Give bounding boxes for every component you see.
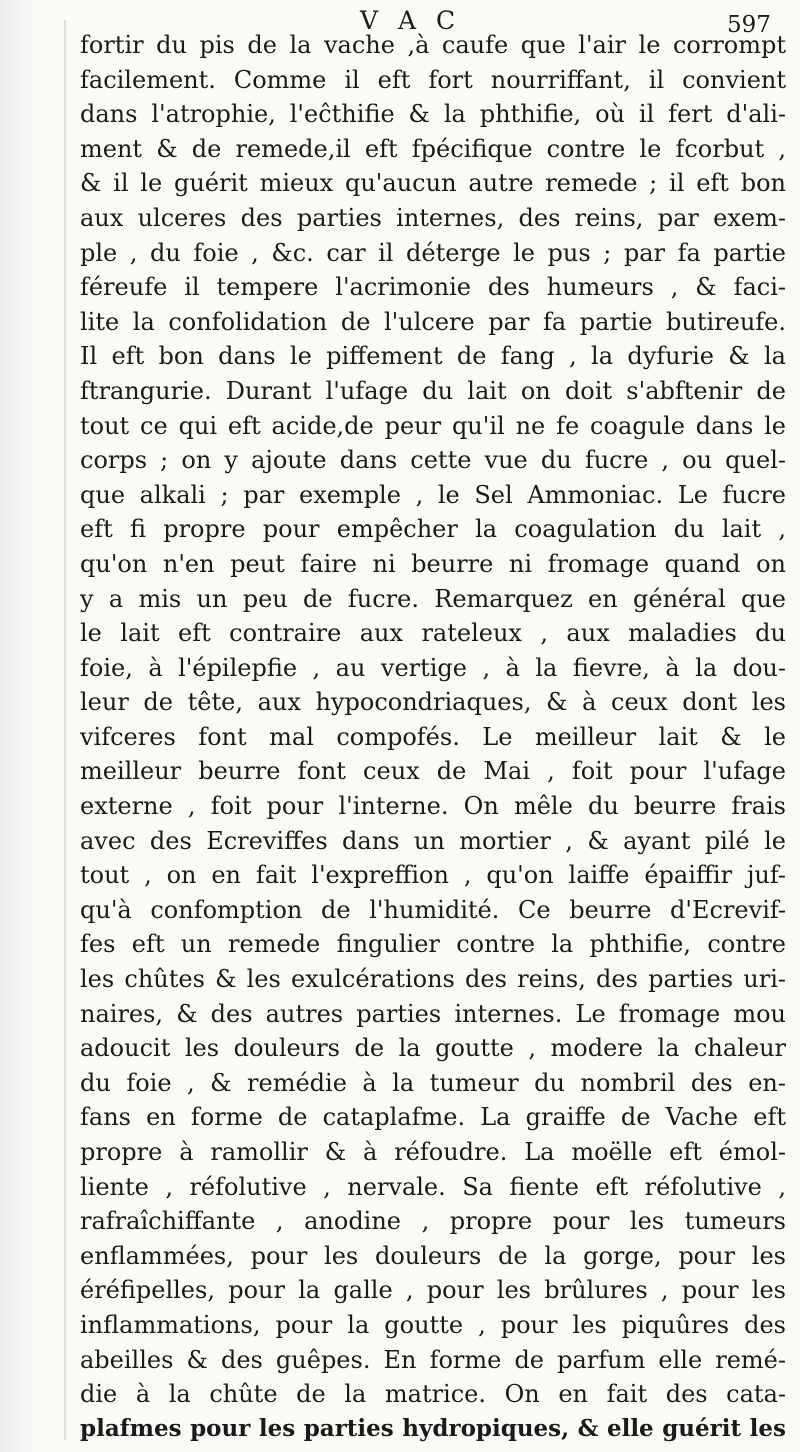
text-line: corps ; on y ajoute dans cette vue du fucre , ou quel-	[80, 446, 786, 475]
text-line: ment & de remede,il eft fpécifique contre le fcorbut ,	[80, 134, 786, 163]
text-line: externe , foit pour l'interne. On mêle du beurre frais	[80, 792, 786, 821]
binding-shadow	[0, 0, 48, 1452]
page-number: 597	[727, 12, 771, 38]
text-line: inflammations, pour la goutte , pour les piquûres des	[80, 1310, 786, 1339]
text-line: fans en forme de cataplafme. La graiffe de Vache eft	[80, 1103, 786, 1132]
text-line: adoucit les douleurs de la goutte , modere la chaleur	[80, 1034, 786, 1063]
text-line: eft fi propre pour empêcher la coagulation du lait ,	[80, 515, 786, 544]
text-line: propre à ramollir & à réfoudre. La moëlle eft émol-	[80, 1138, 786, 1166]
text-line: & il le guérit mieux qu'aucun autre remede ; il eft bon	[80, 169, 786, 198]
text-line: fes eft un remede fingulier contre la phthifie, contre	[80, 930, 786, 959]
text-line: que alkali ; par exemple , le Sel Ammoniac. Le fucre	[80, 480, 786, 509]
text-line: le lait eft contraire aux rateleux , aux maladies du	[80, 619, 786, 648]
text-line: qu'à confomption de l'humidité. Ce beurre d'Ecrevif-	[80, 895, 786, 924]
text-line: féreufe il tempere l'acrimonie des humeurs , & faci-	[80, 273, 786, 302]
margin-rule	[64, 20, 66, 1440]
text-line: les chûtes & les exulcérations des reins, des parties uri-	[80, 965, 786, 994]
text-line: aux ulceres des parties internes, des reins, par exem-	[80, 203, 786, 232]
body-text	[80, 28, 786, 1446]
text-line: y a mis un peu de fucre. Remarquez en général que	[80, 584, 786, 613]
text-line: abeilles & des guêpes. En forme de parfum elle remé-	[80, 1345, 786, 1374]
running-head: V A C	[360, 6, 462, 35]
text-line: foie, à l'épilepfie , au vertige , à la fievre, à la dou-	[80, 653, 786, 682]
text-line: ftrangurie. Durant l'ufage du lait on doit s'abftenir de	[80, 376, 786, 405]
text-line: ple , du foie , &c. car il déterge le pus ; par fa partie	[80, 238, 786, 267]
text-line: plafmes pour les parties hydropiques, & elle guérit les	[80, 1414, 786, 1442]
text-line: tout ce qui eft acide,de peur qu'il ne fe coagule dans le	[80, 411, 786, 440]
text-line: naires, & des autres parties internes. Le fromage mou	[80, 999, 786, 1028]
text-line: enflammées, pour les douleurs de la gorge, pour les	[80, 1241, 786, 1270]
text-line: die à la chûte de la matrice. On en fait des cata-	[80, 1380, 786, 1409]
text-line: rafraîchiffante , anodine , propre pour les tumeurs	[80, 1207, 786, 1236]
text-line: lite la confolidation de l'ulcere par fa partie butireufe.	[80, 307, 786, 336]
text-line: tout , on en fait l'expreffion , qu'on laiffe épaiffir juf-	[80, 861, 786, 890]
text-line: éréfipelles, pour la galle , pour les brûlures , pour les	[80, 1276, 786, 1305]
text-line: dans l'atrophie, l'eĉthifie & la phthifie, où il fert d'ali-	[80, 100, 786, 129]
text-line: fortir du pis de la vache ,à caufe que l'air le corrompt	[80, 31, 786, 59]
text-line: liente , réfolutive , nervale. Sa fiente eft réfolutive ,	[80, 1172, 786, 1201]
text-line: vifceres font mal compofés. Le meilleur lait & le	[80, 722, 786, 751]
text-line: facilement. Comme il eft fort nourriffant, il convient	[80, 65, 786, 94]
text-line: qu'on n'en peut faire ni beurre ni fromage quand on	[80, 549, 786, 578]
text-line: Il eft bon dans le piffement de fang , la dyfurie & la	[80, 342, 786, 371]
text-line: avec des Ecreviffes dans un mortier , & ayant pilé le	[80, 826, 786, 855]
text-line: leur de tête, aux hypocondriaques, & à ceux dont les	[80, 688, 786, 717]
text-line: meilleur beurre font ceux de Mai , foit pour l'ufage	[80, 757, 786, 786]
text-line: du foie , & remédie à la tumeur du nombril des en-	[80, 1068, 786, 1097]
